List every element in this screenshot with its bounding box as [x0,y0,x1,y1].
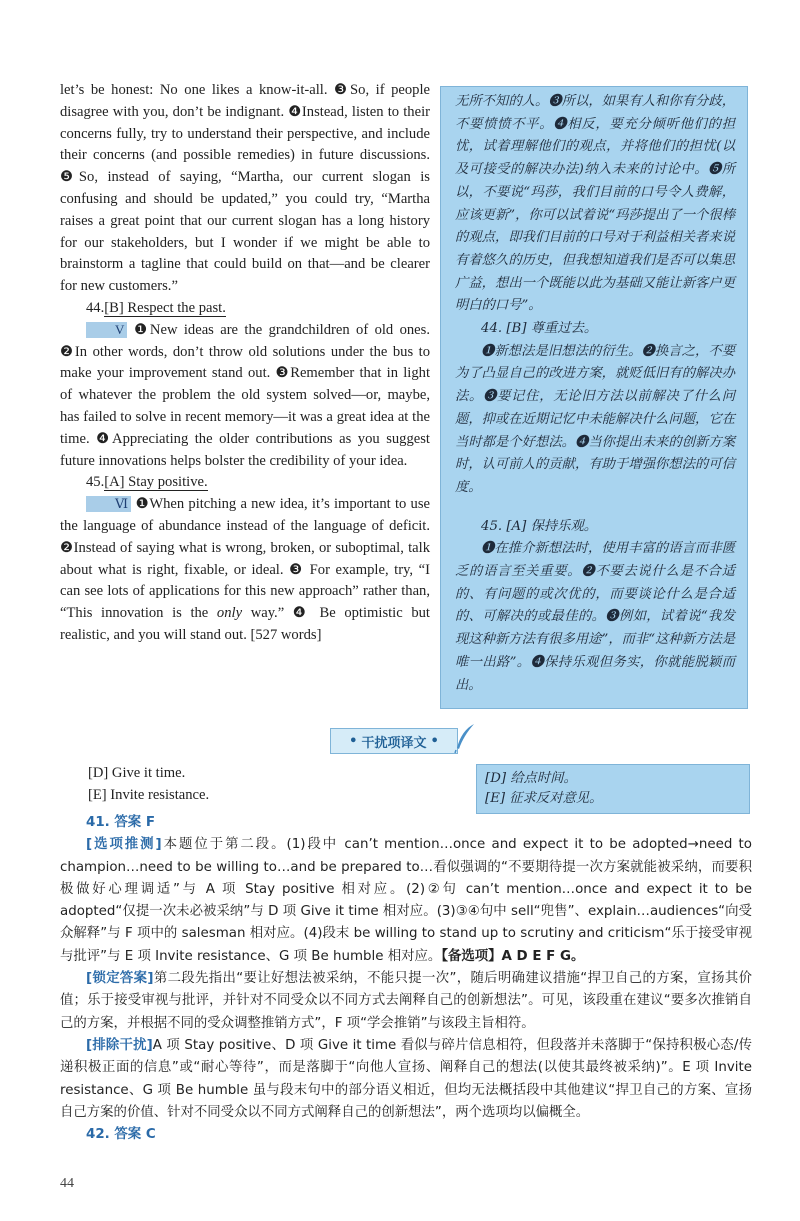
translation-paragraph: ❶在推介新想法时，使用丰富的语言而非匮乏的语言至关重要。❷不要去说什么是不合适的、有问题的或次优的，而要谈论什么是合适的、可解决的或最佳的。❸例如，试着说“我发现这种新方法有很多用途”，而非“这种新方法是唯一出路”。❹保持乐观但务实，你就能脱颖而出。 [455,541,735,693]
question-number: 45. [86,474,105,491]
answer-analysis [60,812,752,1146]
banner-title: 干扰项译文 [361,735,427,751]
analysis-paragraph [60,834,752,968]
backup-value: A D E F G。 [501,948,585,964]
paragraph-text-end: way.” ❹ Be optimistic but realistic, and you will stand out. [527 words] [60,605,430,643]
section-tag: [排除干扰] [86,1037,153,1053]
answer-42-heading: 42. 答案 C [86,1127,156,1143]
question-45-heading [60,472,430,494]
section-tag: [选项推测] [86,837,162,853]
heading-title: Respect the past. [123,299,226,316]
translation-q44-heading: 44. [B] 尊重过去。 [481,321,598,337]
distractor-options-english [88,762,418,806]
bullet-icon: • [349,733,358,749]
answer-bracket: [B] [104,299,124,316]
section-banner [330,728,458,754]
chinese-translation-box [440,86,748,709]
analysis-text: 本题位于第二段。(1)段中 can’t mention…once and expect it to be adopted→need to champion…need to be willing to…and be prepared to…看似强调的“不要期待提一次方案就能被采纳，而要积极做好心理调适”与 A 项 Stay positive 相对应。(2)②句 can’t mention…once and expect it to be adopted“仅提一次未必被采纳”与 D 项 Give it time 相对应。(3)③④句中 sell“兜售”、explain…audiences“向受众解释”与 F 项中的 salesman 相对应。(4)段末 be willing to stand up to scrutiny and criticism“乐于接受审视与批评”与 E 项 Invite resistance、G 项 Be humble 相对应。 [60,837,752,964]
distractor-d-translation: [D] 给点时间。 [485,771,577,786]
bullet-icon: • [430,733,439,749]
analysis-text: 第二段先指出“要让好想法被采纳，不能只提一次”，随后明确建议措施“捍卫自己的方案，宣扬其价值；乐于接受审视与批评，并针对不同受众以不同方式去阐释自己的创新想法”。可见，该段重在建议“要多次推销自己的方案，并根据不同的受众调整推销方式”，F 项“学会推销”与该段主旨相符。 [60,971,752,1031]
answer-bracket: [A] [104,474,125,491]
distractor-e: [E] Invite resistance. [88,787,210,803]
distractor-e-translation: [E] 征求反对意见。 [485,791,603,806]
paragraph-text: ❶New ideas are the grandchildren of old ones. ❷In other words, don’t throw old solutions under the bus to make your improvement stand out. ❸Remember that in light of whatever the problem the old system solved—or, maybe, has failed to solve in recent memory—it was a great idea at the time. ❹Appreciating the older contributions as you suggest future innovations helps bolster the credibility of your idea. [60,321,430,469]
distractor-d: [D] Give it time. [88,765,186,781]
passage-paragraph: let’s be honest: No one likes a know-it-all. ❸So, if people disagree with you, don’t be indignant. ❹Instead, listen to their concerns fully, try to understand their perspective, and include their concerns (and possible remedies) in future discussions. ❺So, instead of saying, “Martha, our current slogan is confusing and should be updated,” you could try, “Martha raises a great point that our current slogan has a long history for our stakeholders, but I wonder if we might be able to brainstorm a tagline that could build on that—and be clearer for new customers.” [60,82,430,295]
quill-pen-icon [452,722,478,754]
backup-label: 【备选项】 [441,948,502,964]
translation-paragraph: 无所不知的人。❸所以，如果有人和你有分歧，不要愤愤不平。❹相反，要充分倾听他们的担忧，试着理解他们的观点，并将他们的担忧(以及可接受的解决办法)纳入未来的讨论中。❺所以，不要说“玛莎，我们目前的口号令人费解，应该更新”，你可以试着说“玛莎提出了一个很棒的观点，即我们目前的口号对于利益相关者来说有着悠久的历史，但我想知道我们是否可以集思广益，想出一个既能以此为基础又能让新客户更明白的口号”。 [455,94,735,314]
analysis-paragraph [60,1035,752,1124]
analysis-text: A 项 Stay positive、D 项 Give it time 看似与碎片信息相符，但段落并未落脚于“保持积极心态/传递积极正面的信息”或“耐心等待”，而是落脚于“向他人宣扬、阐释自己的想法(以使其最终被采纳)”。E 项 Invite resistance、G 项 Be humble 虽与段末句中的部分语义相近，但均无法概括段中其他建议“捍卫自己的方案、宣扬自己方案的价值、针对不同受众以不同方式阐释自己的创新想法”，两个选项均以偏概全。 [60,1037,752,1120]
analysis-paragraph [60,968,752,1035]
italic-word: only [216,605,243,622]
page-number: 44 [60,1176,74,1191]
spacer [455,500,735,516]
section-tag: [锁定答案] [86,971,154,987]
distractor-options-chinese [476,764,750,814]
passage-paragraph [60,320,430,473]
question-44-heading [60,298,430,320]
paragraph-text: ❶When pitching a new idea, it’s important to use the language of abundance instead of the language of deficit. ❷Instead of saying what is wrong, broken, or suboptimal, talk about what is right, fixable, or ideal. ❸ For example, try, “I can see lots of applications for this new approach” rather than, “This innovation is the [60,496,430,622]
translation-paragraph: ❶新想法是旧想法的衍生。❷换言之，不要为了凸显自己的改进方案，就贬低旧有的解决办法。❸要记住，无论旧方法以前解决了什么问题，抑或在近期记忆中未能解决什么问题，它在当时都是个好想法。❹当你提出未来的创新方案时，认可前人的贡献，有助于增强你想法的可信度。 [455,343,735,495]
passage-paragraph [60,494,430,647]
question-number: 44. [86,299,105,316]
roman-marker: Ⅵ [86,496,131,512]
answer-41-heading: 41. 答案 F [86,815,155,830]
english-passage [60,80,430,647]
heading-title: Stay positive. [124,474,208,491]
translation-q45-heading: 45. [A] 保持乐观。 [481,518,598,534]
roman-marker: V [86,322,127,338]
